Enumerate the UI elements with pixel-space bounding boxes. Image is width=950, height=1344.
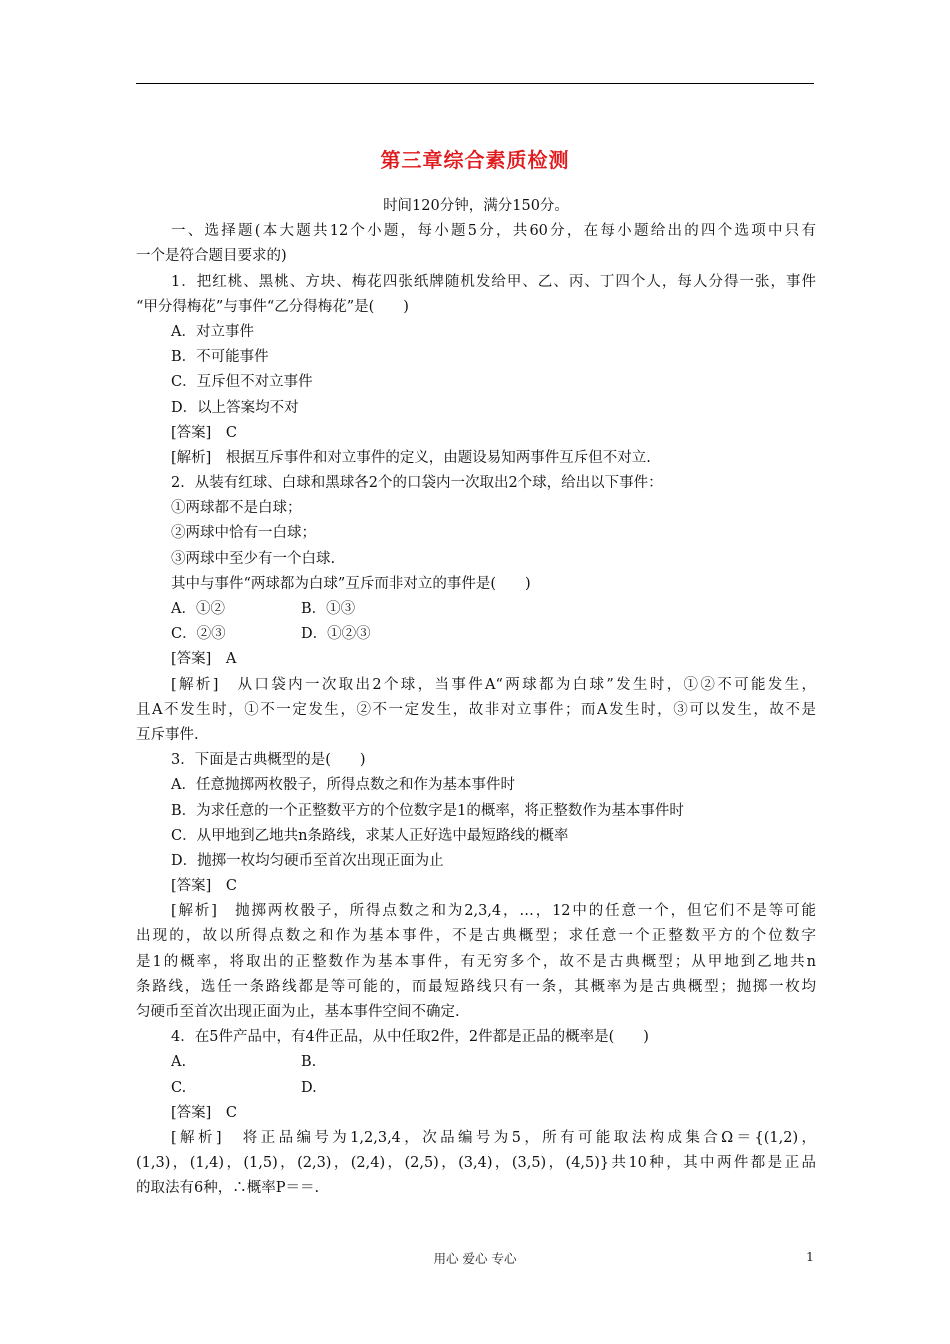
text-line: 4．在5件产品中，有4件正品，从中任取2件，2件都是正品的概率是( ) (171, 1029, 649, 1046)
choice-option: B．①③ (301, 601, 356, 617)
text-line: D．抛掷一枚均匀硬币至首次出现正面为止 (171, 852, 444, 869)
text-line: [解析] 抛掷两枚骰子，所得点数之和为2,3,4，…，12中的任意一个，但它们不是等可能 (171, 903, 816, 920)
text-line: 是1的概率，将取出的正整数作为基本事件，有无穷多个，故不是古典概型；从甲地到乙地共n (136, 953, 816, 970)
text-line: 互斥事件. (136, 726, 199, 743)
text-line: ①两球都不是白球； (171, 500, 302, 517)
text-line: ②两球中恰有一白球； (171, 525, 316, 542)
choice-row (136, 597, 816, 622)
choice-row (136, 1076, 816, 1101)
text-line: [答案] C (171, 878, 237, 895)
text-line: 一个是符合题目要求的) (136, 248, 287, 265)
choice-option: D. (301, 1079, 317, 1096)
choice-option: D．①②③ (301, 626, 371, 643)
choice-option: C. (171, 1079, 187, 1096)
choice-row (136, 622, 816, 647)
text-line: “甲分得梅花”与事件“乙分得梅花”是( ) (136, 298, 409, 315)
choice-option: C．②③ (171, 626, 226, 643)
text-line: 3．下面是古典概型的是( ) (171, 752, 366, 769)
choice-option: B. (301, 1054, 317, 1071)
document-body (136, 194, 816, 1202)
body-lines (136, 219, 816, 1201)
text-line: [解析] 将正品编号为1,2,3,4，次品编号为5，所有可能取法构成集合Ω＝{(1,2)， (171, 1129, 816, 1146)
page-footer: 用心 爱心 专心 (433, 1251, 517, 1266)
choice-row (136, 1050, 816, 1075)
text-line: [答案] C (171, 1104, 237, 1121)
text-line: 出现的，故以所得点数之和作为基本事件，不是古典概型；求任意一个正整数平方的个位数字 (136, 928, 816, 945)
text-line: [解析] 从口袋内一次取出2个球，当事件A“两球都为白球”发生时，①②不可能发生， (171, 676, 816, 693)
text-line: 2．从装有红球、白球和黑球各2个的口袋内一次取出2个球，给出以下事件： (171, 475, 663, 492)
text-line: [答案] A (171, 651, 237, 668)
subtitle: 时间120分钟，满分150分。 (383, 198, 569, 214)
text-line: D．以上答案均不对 (171, 399, 299, 416)
choice-option: A. (171, 1054, 187, 1071)
text-line: A．对立事件 (171, 323, 254, 340)
text-line: A．任意抛掷两枚骰子，所得点数之和作为基本事件时 (171, 777, 515, 794)
text-line: 的取法有6种，∴概率P＝＝. (136, 1180, 320, 1197)
page-number: 1 (806, 1249, 814, 1264)
text-line: 条路线，选任一条路线都是等可能的，而最短路线只有一条，其概率为是古典概型；抛掷一枚均 (136, 978, 816, 995)
text-line: 其中与事件“两球都为白球”互斥而非对立的事件是( ) (171, 575, 531, 592)
choice-option: A．①② (171, 601, 225, 617)
text-line: (1,3)，(1,4)，(1,5)，(2,3)，(2,4)，(2,5)，(3,4)，(3,5)，(4,5)}共10种，其中两件都是正品 (136, 1155, 816, 1172)
page-title: 第三章综合素质检测 (380, 148, 570, 172)
text-line: 1．把红桃、黑桃、方块、梅花四张纸牌随机发给甲、乙、丙、丁四个人，每人分得一张，事件 (171, 273, 816, 290)
text-line: ③两球中至少有一个白球. (171, 550, 336, 567)
text-line: B．为求任意的一个正整数平方的个位数字是1的概率，将正整数作为基本事件时 (171, 802, 684, 819)
text-line: [解析] 根据互斥事件和对立事件的定义，由题设易知两事件互斥但不对立. (171, 449, 651, 466)
text-line: 且A不发生时，①不一定发生，②不一定发生，故非对立事件；而A发生时，③可以发生，故不是 (136, 701, 816, 718)
text-line: B．不可能事件 (171, 349, 269, 366)
text-line: [答案] C (171, 424, 237, 441)
text-line: 一、选择题(本大题共12个小题，每小题5分，共60分，在每小题给出的四个选项中只有 (171, 223, 816, 240)
header-rule (136, 83, 814, 84)
text-line: C．从甲地到乙地共n条路线，求某人正好选中最短路线的概率 (171, 827, 569, 844)
text-line: C．互斥但不对立事件 (171, 374, 313, 391)
text-line: 匀硬币至首次出现正面为止，基本事件空间不确定. (136, 1004, 460, 1020)
